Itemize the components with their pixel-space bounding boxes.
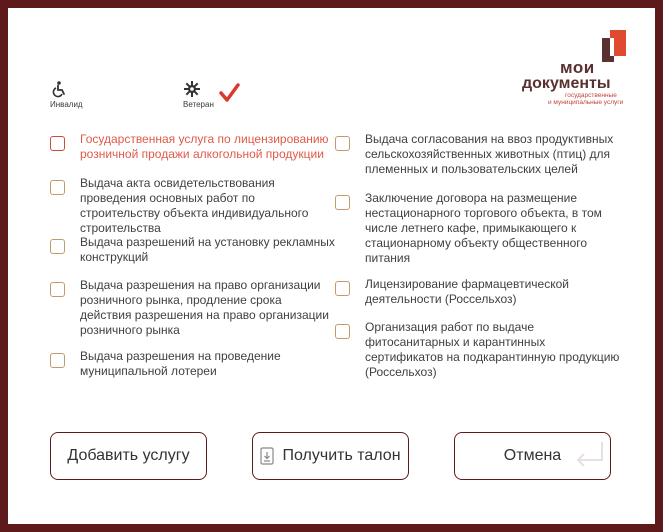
veteran-role-toggle[interactable]	[183, 80, 214, 109]
moi-dokumenty-logo-icon	[600, 28, 628, 64]
service-checkbox[interactable]	[50, 136, 65, 151]
veteran-medal-icon	[183, 80, 201, 98]
service-label: Выдача разрешения на проведение муниципальной лотереи	[80, 349, 281, 378]
service-item[interactable]	[50, 132, 335, 162]
service-label: Выдача разрешения на право организации розничного рынка, продление срока действия разрешения на право организации розничного рынка	[80, 278, 329, 337]
service-item[interactable]	[50, 235, 335, 265]
service-checkbox[interactable]	[335, 195, 350, 210]
add-service-button[interactable]	[50, 432, 207, 480]
service-label: Организация работ по выдаче фитосанитарных и карантинных сертификатов на подкарантинную продукцию (Россельхоз)	[365, 320, 620, 379]
disabled-role-toggle[interactable]	[50, 80, 83, 109]
service-label: Лицензирование фармацевтической деятельности (Россельхоз)	[365, 277, 569, 306]
service-checkbox[interactable]	[50, 353, 65, 368]
service-label: Выдача разрешений на установку рекламных конструкций	[80, 235, 335, 264]
service-checkbox[interactable]	[335, 324, 350, 339]
service-checkbox[interactable]	[50, 239, 65, 254]
logo-subtitle-line2: и муниципальные услуги	[548, 99, 624, 106]
service-item[interactable]	[50, 176, 335, 236]
service-item[interactable]	[335, 277, 625, 307]
service-checkbox[interactable]	[335, 136, 350, 151]
logo-title-line1: мои	[560, 58, 595, 77]
cancel-button-label: Отмена	[503, 447, 562, 464]
veteran-checkmark-icon	[218, 82, 240, 104]
service-checkbox[interactable]	[335, 281, 350, 296]
service-item[interactable]	[335, 320, 625, 380]
service-label: Выдача согласования на ввоз продуктивных сельскохозяйственных животных (птиц) для племенных и пользовательских целей	[365, 132, 614, 176]
service-item[interactable]	[335, 191, 625, 266]
logo-title-line2: документы	[522, 75, 611, 92]
logo-subtitle-line1: государственные	[565, 92, 617, 99]
service-item[interactable]	[50, 278, 335, 338]
get-ticket-button-label: Получить талон	[282, 447, 401, 464]
get-ticket-button[interactable]	[252, 432, 409, 480]
service-item[interactable]	[50, 349, 335, 379]
service-checkbox[interactable]	[50, 282, 65, 297]
service-label: Государственная услуга по лицензированию розничной продажи алкогольной продукции	[80, 132, 329, 161]
veteran-role-label: Ветеран	[183, 100, 214, 109]
wheelchair-icon	[50, 80, 68, 98]
add-service-button-label: Добавить услугу	[67, 447, 190, 464]
disabled-role-label: Инвалид	[50, 100, 83, 109]
service-checkbox[interactable]	[50, 180, 65, 195]
service-label: Выдача акта освидетельствования проведения основных работ по строительству объекта индивидуального строительства	[80, 176, 309, 235]
back-arrow-icon	[572, 438, 608, 468]
ticket-icon	[260, 447, 274, 465]
service-label: Заключение договора на размещение нестационарного торгового объекта, в том числе летнего кафе, примыкающего к стационарному объекту общественного питания	[365, 191, 602, 265]
service-item[interactable]	[335, 132, 625, 177]
